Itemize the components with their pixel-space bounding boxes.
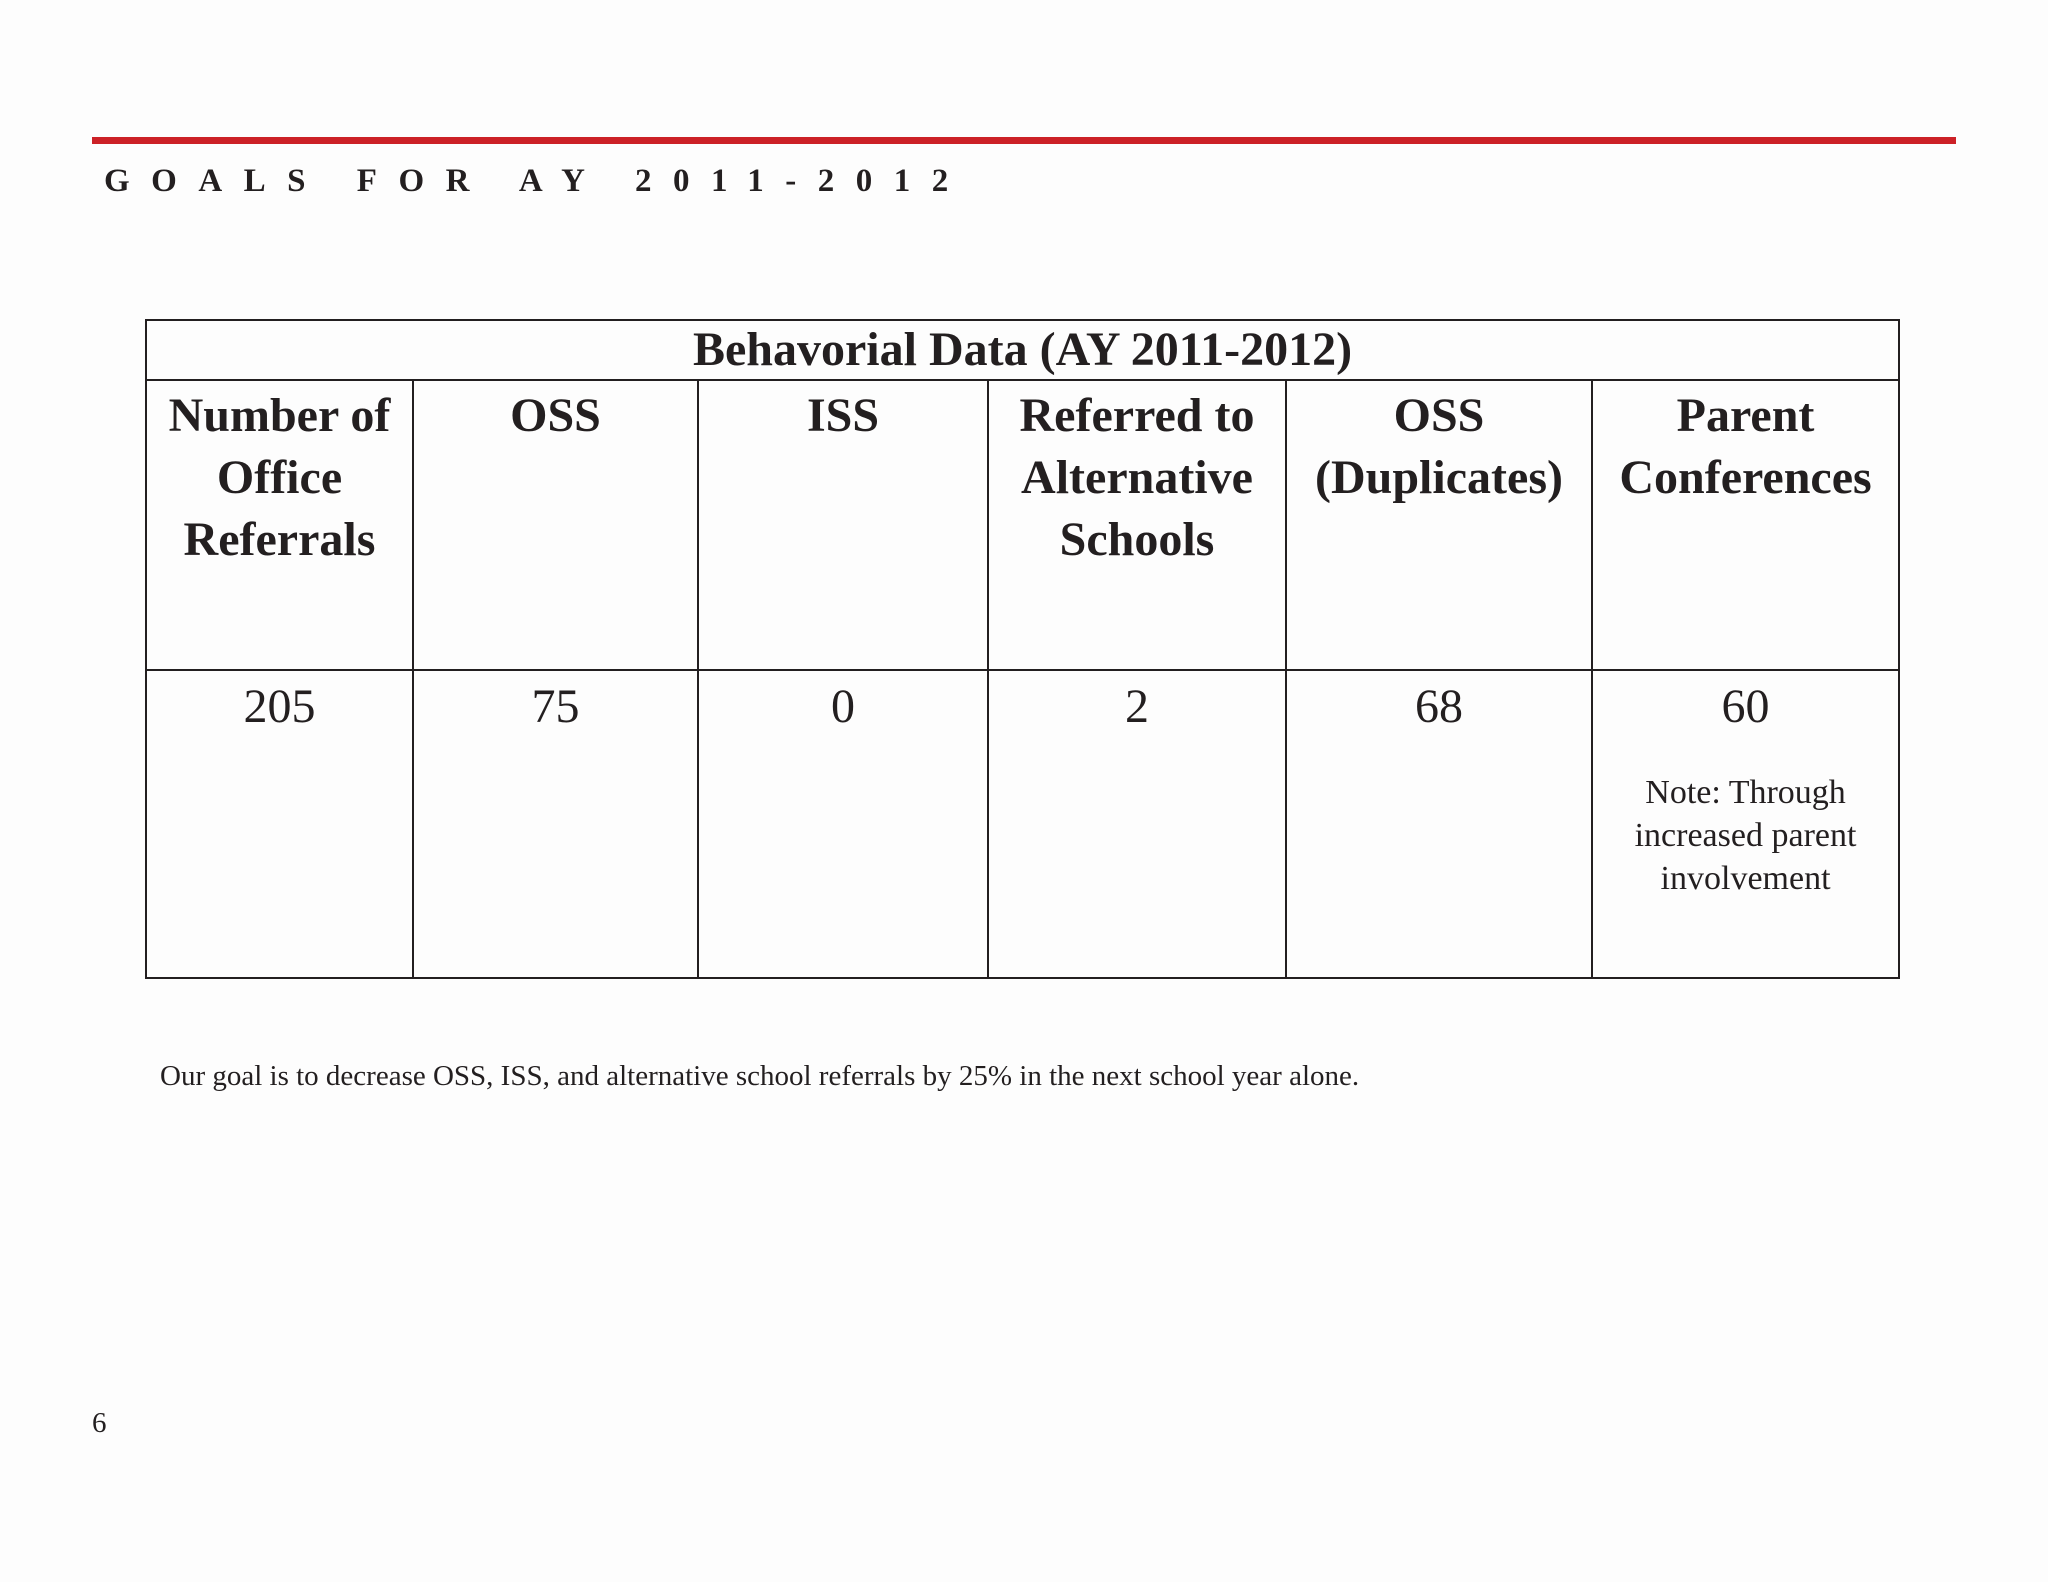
cell-office-referrals [146, 670, 413, 978]
value-iss: 0 [831, 680, 855, 733]
cell-alternative-schools [988, 670, 1286, 978]
table-header-row [146, 380, 1899, 670]
behavioral-data-table [145, 319, 1900, 979]
section-heading: GOALS FOR AY 2011-2012 [104, 163, 970, 199]
value-oss-duplicates: 68 [1415, 680, 1463, 733]
value-oss: 75 [531, 680, 580, 733]
page-number: 6 [92, 1407, 107, 1439]
value-alternative-schools: 2 [1125, 680, 1149, 733]
header-iss: ISS [698, 380, 988, 670]
header-oss-duplicates: OSS (Duplicates) [1286, 380, 1592, 670]
header-rule [92, 137, 1956, 144]
cell-oss-duplicates [1286, 670, 1592, 978]
value-office-referrals: 205 [243, 680, 316, 733]
cell-iss [698, 670, 988, 978]
cell-oss [413, 670, 698, 978]
value-parent-conferences: 60 [1721, 680, 1770, 733]
header-office-referrals: Number of Office Referrals [146, 380, 413, 670]
header-parent-conferences: Parent Conferences [1592, 380, 1899, 670]
goal-statement: Our goal is to decrease OSS, ISS, and alternative school referrals by 25% in the next school year alone. [160, 1060, 1360, 1092]
cell-parent-conferences [1592, 670, 1899, 978]
parent-conferences-note: Note: Through increased parent involvement [1634, 774, 1857, 897]
table-row [146, 670, 1899, 978]
header-oss: OSS [413, 380, 698, 670]
table-title: Behavorial Data (AY 2011-2012) [146, 320, 1899, 380]
table-title-row [146, 320, 1899, 380]
header-alternative-schools: Referred to Alternative Schools [988, 380, 1286, 670]
